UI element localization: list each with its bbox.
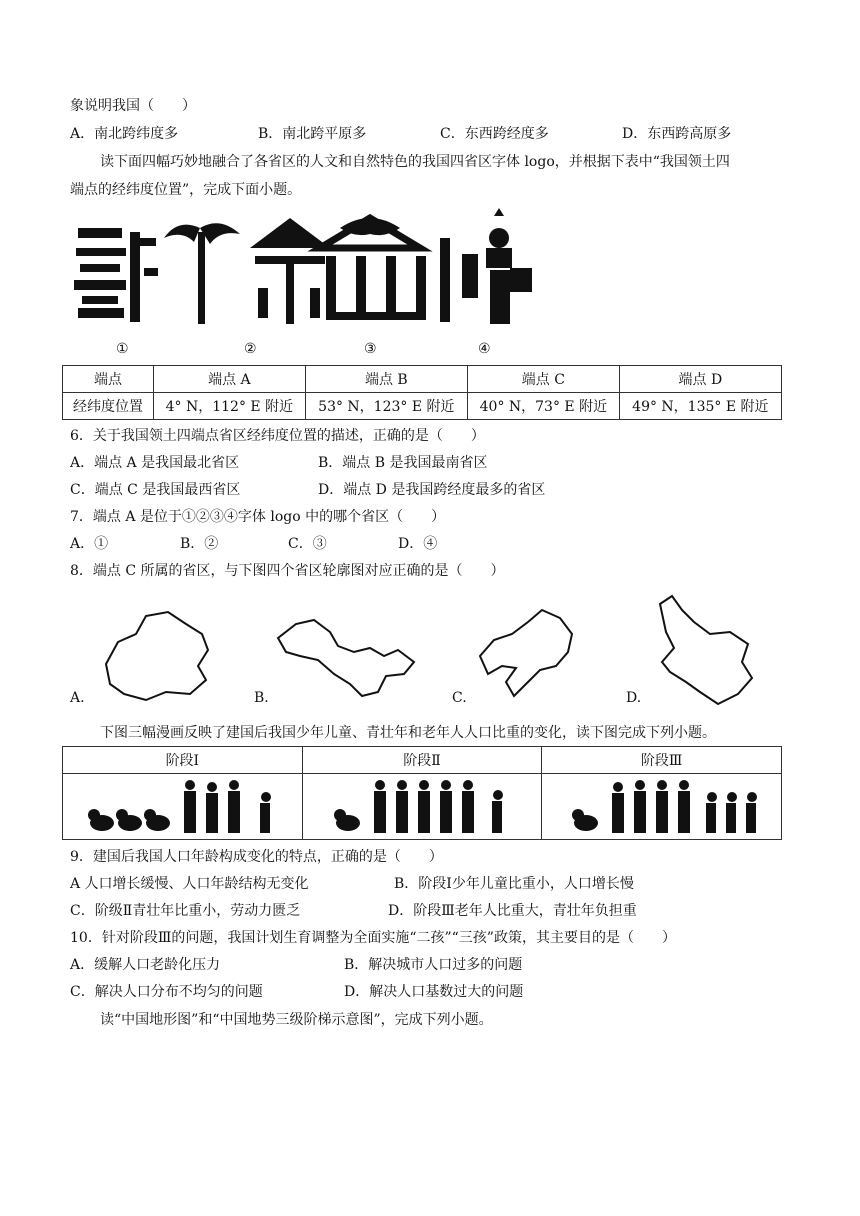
q6-option-d: D．端点 D 是我国跨经度最多的省区 — [318, 482, 546, 498]
intro-population-text: 下图三幅漫画反映了建国后我国少年儿童、青壮年和老年人人口比重的变化，读下图完成下列小题。 — [100, 725, 716, 741]
table-header-cell: 端点 A — [154, 366, 306, 393]
q7-option-d: D．④ — [398, 536, 438, 552]
table-cell: 40° N，73° E 附近 — [467, 393, 619, 420]
stage-header-1: 阶段Ⅰ — [63, 747, 303, 774]
q10-option-c: C．解决人口分布不均匀的问题 — [70, 984, 263, 1000]
map-label-c: C. — [452, 690, 467, 706]
intro-terrain-text: 读“中国地形图”和“中国地势三级阶梯示意图”，完成下列小题。 — [100, 1012, 493, 1028]
endpoint-table — [62, 365, 782, 420]
stage-3-cartoon — [542, 774, 782, 840]
q5-option-b: B．南北跨平原多 — [258, 126, 367, 142]
map-label-b: B. — [254, 690, 269, 706]
q6-option-a: A．端点 A 是我国最北省区 — [70, 455, 240, 471]
table-cell: 49° N，135° E 附近 — [619, 393, 781, 420]
q9-stem: 9．建国后我国人口年龄构成变化的特点，正确的是（ ） — [70, 849, 443, 865]
logo-label-1: ① — [116, 341, 129, 357]
province-outline-a — [96, 604, 216, 704]
table-header-cell: 端点 D — [619, 366, 781, 393]
table-cell: 经纬度位置 — [63, 393, 154, 420]
q7-option-c: C．③ — [288, 536, 327, 552]
table-cell: 53° N，123° E 附近 — [305, 393, 467, 420]
stage-header-3: 阶段Ⅲ — [542, 747, 782, 774]
stage-header-2: 阶段Ⅱ — [302, 747, 542, 774]
logo-label-3: ③ — [364, 341, 377, 357]
q9-option-d: D．阶段Ⅲ老年人比重大，青壮年负担重 — [388, 903, 637, 919]
q5-tail: 象说明我国（ ） — [70, 98, 196, 114]
intro-logo-text-line2: 端点的经纬度位置”，完成下面小题。 — [70, 182, 302, 198]
logo-label-2: ② — [244, 341, 257, 357]
table-header-cell: 端点 C — [467, 366, 619, 393]
map-label-a: A. — [70, 690, 85, 706]
intro-logo-text-line1: 读下面四幅巧妙地融合了各省区的人文和自然特色的我国四省区字体 logo，并根据下表中“我国领土四 — [100, 154, 730, 170]
q6-stem: 6．关于我国领土四端点省区经纬度位置的描述，正确的是（ ） — [70, 428, 485, 444]
q7-stem: 7．端点 A 是位于①②③④字体 logo 中的哪个省区（ ） — [70, 509, 446, 525]
stage-2-cartoon — [302, 774, 542, 840]
province-logos-image — [70, 208, 540, 332]
q5-option-a: A．南北跨纬度多 — [70, 126, 179, 142]
q9-option-b: B．阶段Ⅰ少年儿童比重小，人口增长慢 — [394, 876, 634, 892]
stage-1-cartoon — [63, 774, 303, 840]
province-outline-b — [274, 612, 424, 704]
table-cell: 4° N，112° E 附近 — [154, 393, 306, 420]
q10-option-b: B．解决城市人口过多的问题 — [344, 957, 523, 973]
q5-option-d: D．东西跨高原多 — [622, 126, 732, 142]
table-header-cell: 端点 B — [305, 366, 467, 393]
q7-option-b: B．② — [180, 536, 219, 552]
q10-option-a: A．缓解人口老龄化压力 — [70, 957, 221, 973]
q6-option-b: B．端点 B 是我国最南省区 — [318, 455, 488, 471]
q5-option-c: C．东西跨经度多 — [440, 126, 549, 142]
province-outline-d — [652, 592, 756, 708]
table-header-cell: 端点 — [63, 366, 154, 393]
q6-option-c: C．端点 C 是我国最西省区 — [70, 482, 241, 498]
q10-option-d: D．解决人口基数过大的问题 — [344, 984, 524, 1000]
q8-stem: 8．端点 C 所属的省区，与下图四个省区轮廓图对应正确的是（ ） — [70, 563, 505, 579]
q7-option-a: A．① — [70, 536, 109, 552]
q9-option-a: A 人口增长缓慢、人口年龄结构无变化 — [70, 876, 309, 892]
q9-option-c: C．阶级Ⅱ青壮年比重小，劳动力匮乏 — [70, 903, 301, 919]
logo-label-4: ④ — [478, 341, 491, 357]
province-outline-c — [476, 604, 576, 700]
q10-stem: 10．针对阶段Ⅲ的问题，我国计划生育调整为全面实施“二孩”“三孩”政策，其主要目的是（ ） — [70, 930, 676, 946]
map-label-d: D. — [626, 690, 642, 706]
population-stage-table — [62, 746, 782, 840]
